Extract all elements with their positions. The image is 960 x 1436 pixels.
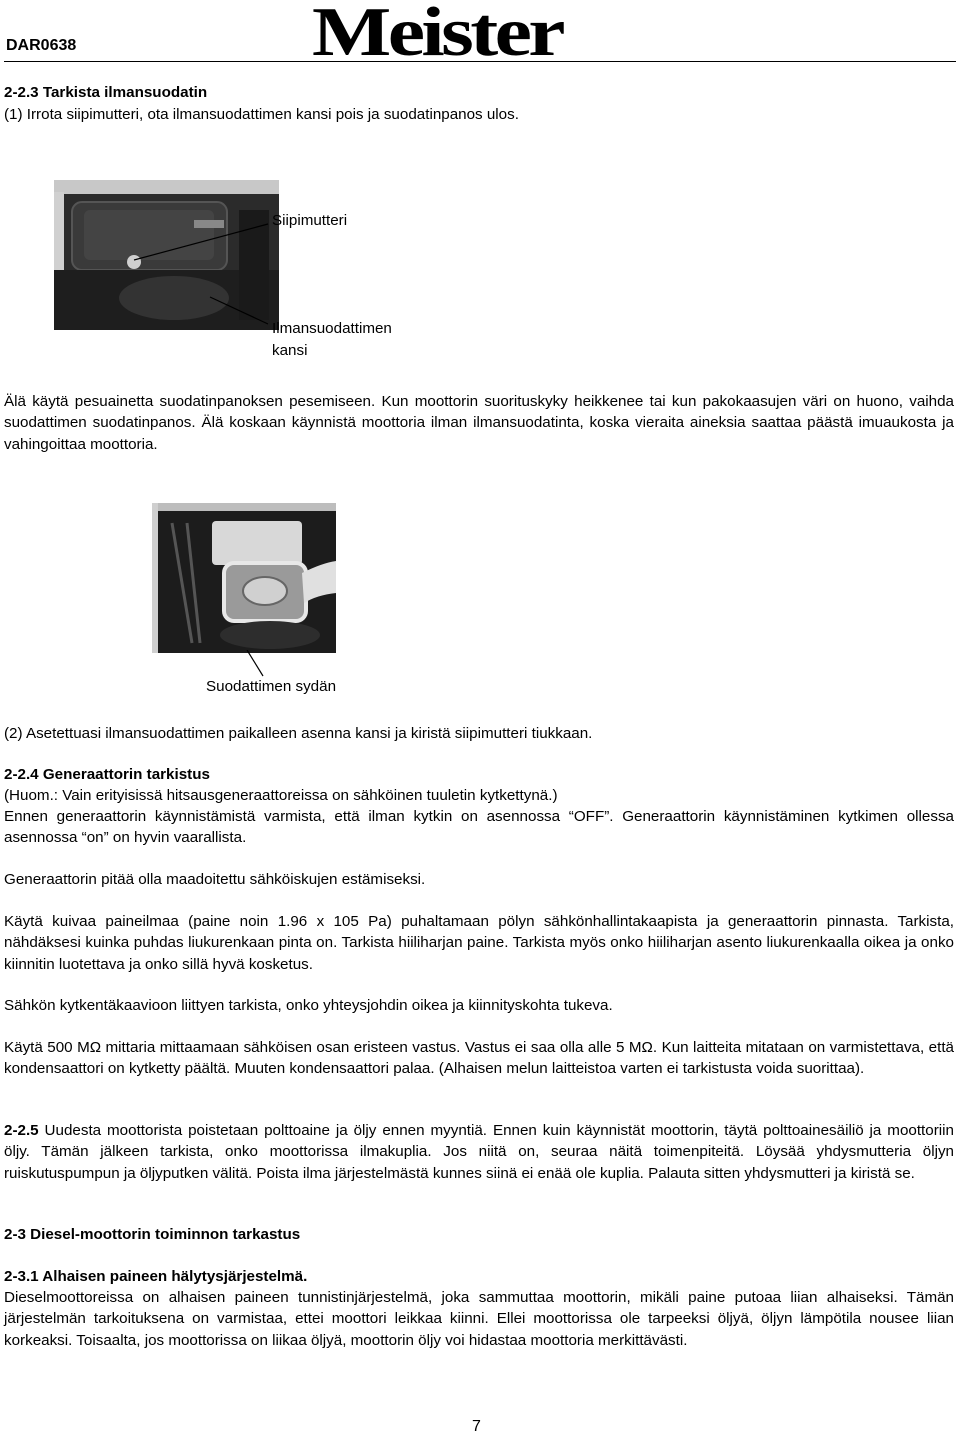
photo-2-leader-line — [245, 650, 265, 678]
wiring-paragraph: Sähkön kytkentäkaavioon liittyen tarkista, onko yhteysjohdin oikea ja kiinnityskohta tukeva. — [4, 997, 613, 1014]
alarm-heading: 2-3.1 Alhaisen paineen hälytysjärjestelmä. — [4, 1268, 308, 1285]
switch-paragraph: Ennen generaattorin käynnistämistä varmista, että ilman kytkin on asennossa “OFF”. Generaattorin käynnistäminen kytkimen ollessa asennossa “on” on hyvin vaarallista. — [4, 808, 954, 847]
fan-note: (Huom.: Vain erityisissä hitsausgeneraattoreissa on sähköinen tuuletin kytkettynä.) — [4, 787, 558, 804]
insulation-paragraph: Käytä 500 MΩ mittaria mittaamaan sähköisen osan eristeen vastus. Vastus ei saa olla alle 5 MΩ. Kun laitteita mitataan on varmistettava, että kondensaattori on kytketty päältä. Muuten kondensaattori palaa. (Alhaisen melun laitteistoa varten ei tarkistusta voida suorittaa). — [4, 1039, 954, 1078]
photo-1-leader-lines — [130, 222, 270, 332]
diesel-heading: 2-3 Diesel-moottorin toiminnon tarkastus — [4, 1226, 301, 1243]
compressed-air-paragraph: Käytä kuivaa paineilmaa (paine noin 1.96 x 105 Pa) puhaltamaan pölyn sähkönhallintakaapista ja generaattorin pinnasta. Tarkista, nähdäksesi kuinka puhdas liukurenkaan pinta on. Tarkista hiiliharjan paine. Tarkista myös onko hiiliharjan asento liukurenkaalla oikea ja onko kiinnitin luotettava ja onko sillä hyvä kosketus. — [4, 913, 954, 973]
washing-warning-paragraph: Älä käytä pesuainetta suodatinpanoksen pesemiseen. Kun moottorin suorituskyky heikkenee tai kun pakokaasujen väri on huono, vaihda suodattimen suodatinpanos. Älä koskaan käynnistä moottoria ilman ilmansuodatinta, koska vieraita aineksia saattaa päästä imuaukosta ja vahingoittaa moottoria. — [4, 393, 954, 453]
brand-logo — [312, 0, 564, 60]
filter-element-photo — [152, 503, 336, 653]
new-engine-section-number: 2-2.5 — [4, 1122, 39, 1139]
grounding-paragraph: Generaattorin pitää olla maadoitettu sähköiskujen estämiseksi. — [4, 871, 426, 888]
filter-cover-label-line-2: kansi — [272, 342, 308, 359]
new-engine-text: Uudesta moottorista poistetaan polttoaine ja öljy ennen myyntiä. Ennen kuin käynnistät moottorin, täytä polttoainesäiliö ja moottoriin öljy. Tämän jälkeen tarkista, onko moottorissa ilmakuplia. Jos niitä on, seuraa näitä toimenpiteitä. Löysää yhdysmutteria öljyn ruiskutuspumpun ja öljyputken välitä. Poista ilma järjestelmästä kunnes siinä ei enää ole kuplia. Palauta sitten yhdysmutteri ja kiristä se. — [4, 1122, 954, 1182]
step-1-text: (1) Irrota siipimutteri, ota ilmansuodattimen kansi pois ja suodatinpanos ulos. — [4, 106, 519, 123]
step-2-text: (2) Asetettuasi ilmansuodattimen paikalleen asenna kansi ja kiristä siipimutteri tiukkaan. — [4, 725, 593, 742]
document-code: DAR0638 — [6, 37, 77, 54]
header-rule — [4, 61, 956, 62]
wing-nut-label: Siipimutteri — [272, 212, 348, 229]
page-number: 7 — [472, 1418, 481, 1435]
generator-heading: 2-2.4 Generaattorin tarkistus — [4, 766, 210, 783]
brand-logo-text: Meister — [312, 0, 564, 60]
filter-cover-label-line-1: Ilmansuodattimen — [272, 320, 392, 337]
air-filter-heading: 2-2.3 Tarkista ilmansuodatin — [4, 84, 208, 101]
alarm-paragraph: Dieselmoottoreissa on alhaisen paineen tunnistinjärjestelmä, joka sammuttaa moottorin, mikäli paine putoaa liian alhaiseksi. Tämän järjestelmän tarkoituksena on varmistaa, ettei moottori leikkaa kiinni. Ellei moottorissa ole tarpeeksi öljyä, öljyn lämpötila nousee liian korkeaksi. Toisaalta, jos moottorissa on liikaa öljyä, moottorin öljy voi hidastaa moottoria merkittävästi. — [4, 1289, 954, 1349]
new-engine-paragraph — [4, 1120, 954, 1184]
filter-core-label: Suodattimen sydän — [206, 678, 337, 695]
